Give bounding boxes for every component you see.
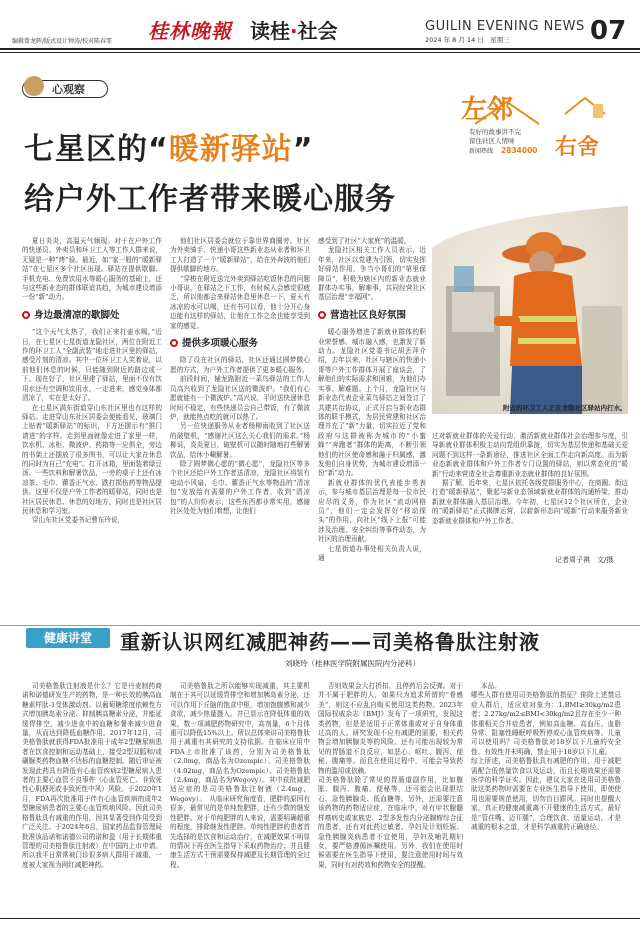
section-tag: 健康讲堂 bbox=[26, 628, 110, 648]
ring-icon bbox=[318, 311, 326, 319]
logo-slogan1: 有好的故事讲不完 bbox=[469, 128, 521, 136]
issue-date: 2024 年 8 月 14 日 星期三 bbox=[425, 36, 510, 44]
subhead-2: 提供多项暖心服务 bbox=[170, 339, 310, 348]
story2-byline: 刘晓玲（桂林医学院附属医院内分泌科） bbox=[285, 659, 420, 668]
english-name: GUILIN EVENING NEWS bbox=[425, 19, 585, 34]
subhead-1: 身边最清凉的歇脚处 bbox=[22, 311, 162, 320]
masthead bbox=[148, 16, 338, 42]
logo-hotline: 2834000 bbox=[501, 146, 538, 155]
kicker-label: 心观察 bbox=[52, 83, 85, 96]
story1-column-2: 他们社区居委会就位于靠世界商圈旁。社区为外卖骑手、快递小哥这些新业态从业者和环卫工人打造了一个“暖新驿站”，给在外奔波的他们提供歇脚的地方。 “穿梭在附近送完外卖到驿站吃饭休息的问题小哥说，在驿站之下工作，有时候人会感觉很疲乏，所以他都会来驿站休息里休息一下，夏天有冰凉的水可以喝，还有书可以看，他十分开心身边能有这样的驿站，让他在工作之余也能享受到家的感觉。 提供多项暖心服务 除了设在社区的驿站，社区还通过圆梦微心愿的方式，为户外工作者提供了更多暖心服务。 前段时间，辅龙路附近一菜鸟驿站的工作人员高兴收到了龙隐社区送的微波炉。“我们有心愿就能有一个微波炉。”高兴说，平时送快递休息时间不稳定，有些快递员会自己带饭，有了微波炉，就能热点吃的就可以热了。 另一位快递服务从业者杨柳雨收到了社区送的破壁机，“感谢社区这么关心我们的需求。”杨柳说，炎炎夏日，破壁机可以随时随地打些解暑饮品，给休小唰解暑。 除了圆梦微心愿的“微心愿”，龙隐社区等多个社区还给户外工作者送清凉，龙隐社区将装有电动小风扇、毛巾、藿香正气水等物品的“清凉包”发放给有需要的户外工作者，收到“清凉包”的人纷纷表示，这些东西都非常实用，感谢社区处处为他们着想，让他们 bbox=[170, 237, 310, 515]
news-photo bbox=[432, 166, 628, 414]
editor-credits: 编辑曾龙晖/版式设计钟涛/校对陈春霏 bbox=[12, 38, 113, 45]
magnifier-icon bbox=[24, 76, 44, 96]
footer-rule bbox=[0, 918, 640, 919]
logo-title2: 右舍 bbox=[555, 135, 600, 160]
section-title: 读桂·社会 bbox=[250, 18, 338, 43]
column-logo bbox=[455, 84, 620, 166]
story2-column-1: 司美格鲁肽注射液是什么？它是丹麦制药商诺和诺德研发生产的药物，是一种长效的胰高血糖素样肽-1受体激动剂。以葡萄糖浓度依赖性方式增加胰岛素分泌、抑制胰高糖素分泌，并能延缓胃排空，减少进食中的血糖和餐来减少进食量，从而达到降低血糖作用。2017年12月，司美格鲁肽就获得FDA批准用于成年2型糖尿病患者在饮食控制和运动基础上，接受2型双胍和/或磺脲类药物血糖不达标的血糖控制。随后审证被发现此药具有降低有心血管疾病2型糖尿病人患者的主要心血管不良事件（心血管死亡、非致死性心肌梗死或非致死性中风）风险。于2020年1月，FDA再次批准用于伴有心血管疾病的成年2型糖尿病患者的主要心血管疾病风险。因此司美格鲁肽具有减重的作用，因其显著受到作用受到广泛关注。于2024年6月，国家药品监督管理局批准该品诺和诺德公司的诺和盈（用于长期体重管理的司美格鲁肽注射液）在中国的上市申请。所以我平日常常被门诊很多病人群用于减重，一度被大家视为网红减肥神药。 bbox=[22, 682, 162, 869]
header-rule-thin bbox=[0, 52, 640, 53]
logo-slogan2: 留住社区人情味 bbox=[469, 137, 515, 145]
ring-icon bbox=[22, 311, 30, 319]
newspaper-brand: 桂林晚報 bbox=[148, 18, 232, 43]
story2-column-2: 司美格鲁肽之所以能够实现减重，其主要机制在于其可以延缓胃排空和增加胰岛素分泌，还可以作用下丘脑的饱食中枢，增加饱腹感和减少食欲，减少热量摄入。并已显示在降低体重的效果，数一项减肥药物研究中，高剂量，6个月体重可以降低15%以上。所以总体来讲司美格鲁肽用于减重有其研究的支持依据。在临床应用中FDA上市批准了该药，分别为司美格鲁肽（2.0mg，商品名为Ozempic）、司美格鲁肽（4.02mg，商品名为Ozempic）、司美格鲁肽（2.4mg，商品名为Wegovy）。其中获批减肥适应症的是司美格鲁肽注射液（2.4mg，Wegovy）。 从临床研究角度看，肥胖的原因有很多，最常见的是单纯性肥胖，还有少数的继发性肥胖。对于单纯肥胖的人来说，需要明确超重的程度，排除继发性肥胖。单纯性肥胖的患者首先选择的是饮食和运动治疗，在减肥效果不明显的情况下再在医生指导下采取药物治疗；并且健康生活方式干预需要保持减肥及长期管理的全过程。 bbox=[170, 682, 310, 869]
ring-icon bbox=[170, 339, 178, 347]
headline-line1: 七星区的“暖新驿站” bbox=[24, 132, 314, 167]
page-number: 07 bbox=[590, 16, 627, 46]
headline-highlight: 暖新驿站 bbox=[168, 132, 293, 167]
story2-column-3: 否则效果会大打折扣，且停药后会反弹。对于并不属于肥胖的人，如果只为追求所谓的“骨感美”，则这不应乱自购买使用这类药物。2023年国际权威杂志《BMJ》发布了一项研究，发现这类药物，但是是适用于正常体重或对于自身体重过高的人。研究发现不应有减肥的需要，相关药物会增加胰腺炎等的风险。还有可能出现较为常见的胃肠道不良反应，如恶心、呕吐、腹泻、便秘、腹痛等。而且在使用过程中，可能会导致药物的滥用或依赖。 司美格鲁肽除了常见的胃肠道副作用，比如腹胀、腹泻、腹痛、便秘等，还可能会出现胆结石、急性胰腺炎、低血糖等。另外，还需要注意该药物的药物适应症，在临床中，对有甲状腺髓样癌病史或家族史、2型多发性内分泌腺瘤综合征的患者，还有对此药过敏者、孕妇及计划妊娠、急性胰腺炎病患者不宜使用，孕妇及哺乳期妇女，要严格遵循医嘱使用。另外，我们在使用时候需要在医生指导下使用，要注意使用时间与效果，同时有对药效和药物安全的提醒。 bbox=[318, 682, 463, 869]
story1-column-1: 夏日炎炎，高温天气频现。对于在户外工作的快递员、外卖员和环卫工人等工作人群来说，无疑是一种“烤”验。最近，如“家一般的“暖新驿站”在七星区多个社区出现。驿站在提供歇脚、手机充电、免费饮用水等暖心服务的基础上，还与这些新业态的群体联谊共趋，为城市建设增添一份“新”动力。 身边最清凉的歇脚处 “这个天气太热了，我们正来打壶水喝。”近日，在七星区七星街道龙隐社区，两位在附近工作的环卫工人“全副武装”地走进社区里的驿站，感受片刻的清凉。其中一位环卫工人笑着说，以前他们休息的时候，只能随到附近的路边或一下。现在好了，社区里建了驿站，里面不仅有饮用水还有空调和饮用水，一走进来，感觉身体都清凉了，实在是太好了。 在七星区满东街道穿山东社区里也有这样的驿站。走进穿山东社区居委会便能看见，玻璃门上贴着“暖新驿站”的标识，下方还摆示有“推门请进”的字样。走到里面就像走进了家里一样，饮水机、冰柜、微波炉、药箱等一应俱全，旁边的书架上还摆放了很多图书，可以让大家在休息的同时为自己“充电”。打开冰箱，里面装着绿豆汤、一些饮料和解暑饮品，一旁的桌子上还有冰凉茶、毛巾、藿香正气水、跌打损伤药等物品提供。这里不仅是户外工作者的暖驿站，同时也是社区居民休息、休息的好地方，同时也是社区居民休息和学习室。 穿山东社区党委书记曹东玲说， bbox=[22, 237, 162, 525]
story1-column-3: 感受到了社区“大家庭”的温暖。 龙隐社区相关工作人员表示，近年来，社区以党建为引领，切实发挥好驿站作用，争当小哥们的“第里保障员”，积极为辖区内的新业态就业群体办实事，解难事，共同经营社区基层治理“幸福网”。 营造社区良好氛围 暖心服务增进了新就业群体的职业荣誉感、城市融入感，也激发了新动力。龙隐社区党委书记胡丢萍介绍，去年以来，社区与辖区的快递小哥等户外工作群体开展了座谈会，了解他们的实际需求和困难，为他们办实事、解难题。上个月，龙隐社区与新业态代表企业菜鸟驿站之间签订了共建共治协议，正式开启与新业态群体的联手模式，为居民营建和社区治理并充了“新”力量，切实拉近了党和政府与这群被称为城市的“小蜜蜂”“奔跑者”群体的距离，不断引领他们的社区使命感和融于归属感，激发他们自身优势，为城市建设增添一份“新”动力。 新就业群体的优代表能步勇表示，参与城市基层治理是每一位市民应尽的义务，作为社区“流动网格员”，他们一定会发挥好“移动探头”的作用，向社区“线下上报”可能涉及治理、安全纠纷等事件动态，为社区的治理贡献。 七星街道办事处相关负责人说，通 bbox=[318, 237, 426, 562]
subhead-3: 营造社区良好氛围 bbox=[318, 311, 426, 320]
headline-line2: 给户外工作者带来暖心服务 bbox=[24, 182, 396, 217]
logo-hotline-label: 新闻热线 bbox=[469, 148, 494, 155]
story1-byline: 记者周子祺 文/摄 bbox=[555, 556, 614, 564]
header-rule bbox=[0, 48, 640, 50]
story1-column-4: 过对新就业群体的关爱行动，激活新就业群体社会治理参与度，引导新就业群体积极主动向党组织靠拢，切实为基层快递和基础关爱问题不到这样一条新途径，推进社区全面工作走向新高度。而为新业态新就业群体和户外工作者专门设置的驿站，则以常态化的“暖新”行动来营造全社会尊重新业态就业群体的良好氛围。 据了解，近年来，七星区依托各级党群服务中心，在商圈、街边打造“暖新驿站”，聚起与新业态领域新就业群体的沟通桥梁，推动新就业群体融入基层治理。今年初，七星区12个社区所在，企业的“暖新驿站”正式揭牌运营，以崭新形态向“暖新”行动来服务新业态新就业群体和户外工作者。 bbox=[432, 432, 628, 525]
story2-column-4: 本品。 哪些人群有使用司美格鲁肽的指征？排除上述禁忌症人群后，适应症对象为：1.BMI≥30kg/m2患者；2.27kg/m2≤BMI<30kg/m2且存在至少一种体重相关合并症患者，例如高血糖、高血压、血脂异常、阻塞性睡眠呼吸暂停或心血管疾病等。儿童可以使用吗？司美格鲁肽对18岁以下儿童的安全性、有效性并未明确，禁止用于18岁以下儿童。 综上所述，司美格鲁肽具有减肥的作用，用于减肥需配合低热量饮食以及运动，而且长期效果还需要医学的科学证实。因此，建议大家在选用司美格鲁肽这类药物时需要在专业医生指导下使用，即使使用也需要规范使用，切勿盲目跟风。同时也提醒大家，真正的健康减重离不开健康的生活方式，最好是“管住嘴、迈开腿”，合理饮食、适量运动，才是减重的根本之道，才是科学减重的正确途径。 bbox=[471, 682, 621, 832]
logo-title1: 左邻 bbox=[461, 95, 514, 125]
photo-caption: 附近的环卫工人正在龙隐社区驿站内打水。 bbox=[503, 404, 627, 412]
story2-headline: 重新认识网红减肥神药——司美格鲁肽注射液 bbox=[120, 630, 540, 654]
kicker-badge bbox=[22, 78, 108, 98]
